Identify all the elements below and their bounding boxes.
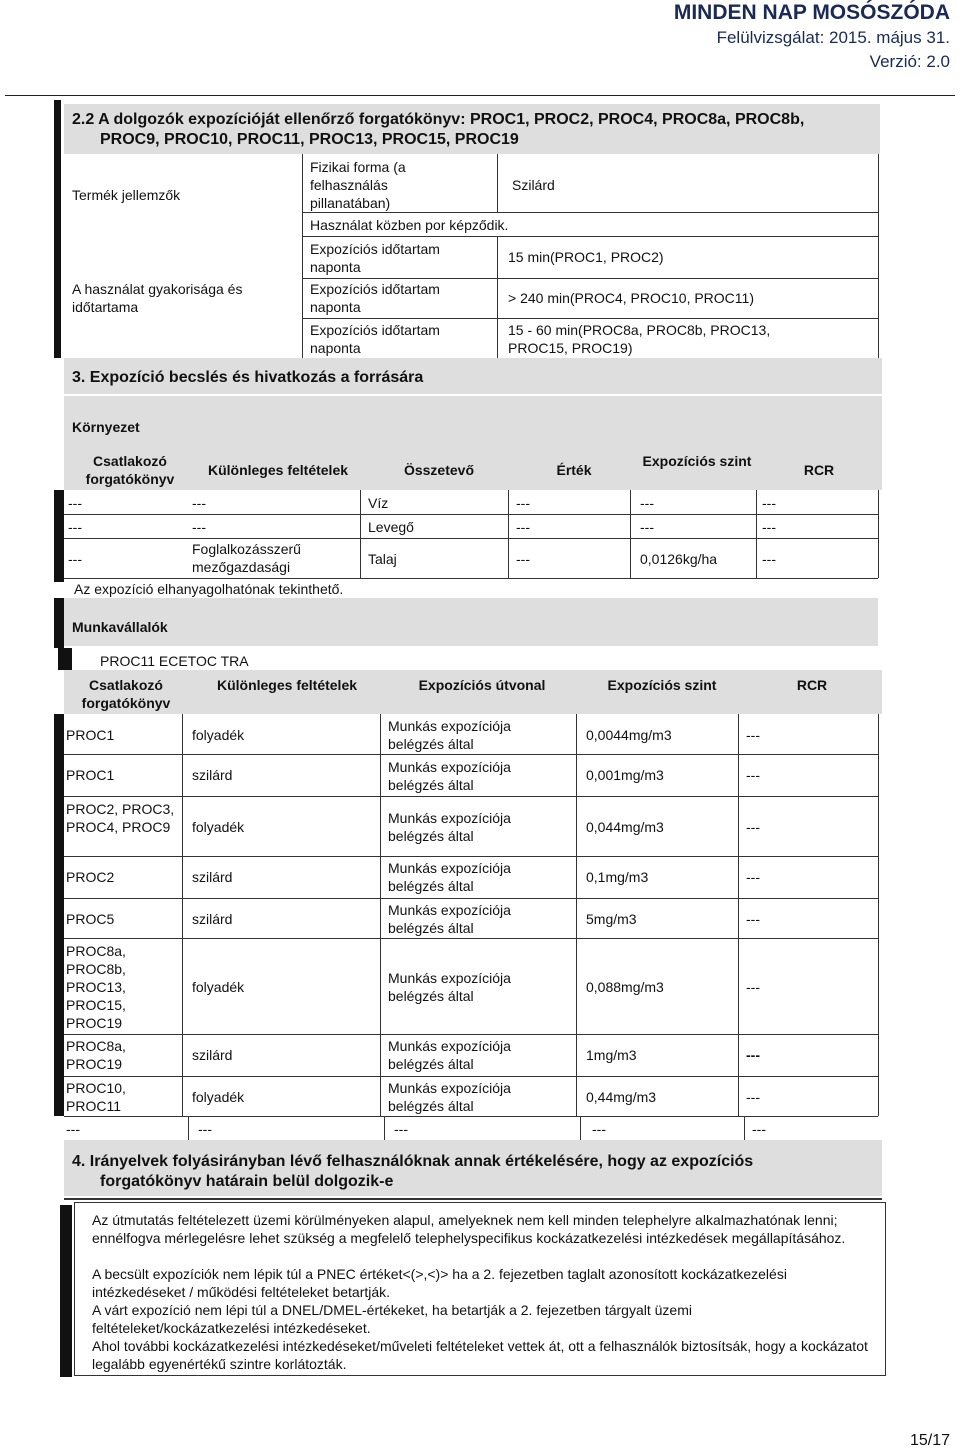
- env-cell: ---: [762, 519, 776, 535]
- wk-cell: PROC8a, PROC19: [66, 1038, 126, 1072]
- env-cell: ---: [68, 551, 82, 567]
- table-line: [64, 938, 878, 939]
- revision-date: Felülvizsgálat: 2015. május 31.: [716, 28, 950, 47]
- wk-cell: PROC2: [66, 869, 115, 885]
- wk-col-header: RCR: [796, 677, 828, 693]
- wk-cell: szilárd: [192, 767, 233, 783]
- env-col-header: Érték: [556, 462, 592, 478]
- env-col-header: Csatlakozó forgatókönyv: [85, 453, 175, 487]
- version: Verzió: 2.0: [869, 52, 950, 71]
- wk-cell: 0,088mg/m3: [586, 979, 664, 995]
- company-name: MINDEN NAP MOSÓSZÓDA: [673, 1, 950, 24]
- wk-cell: Munkás expozíciója belégzés által: [388, 1038, 511, 1072]
- wk-cell: Munkás expozíciója belégzés által: [388, 860, 511, 894]
- guidance-paragraph: Ahol további kockázatkezelési intézkedéseket/műveleti feltételeket vettek át, ott a felhasználók biztosítsák, hogy a kockázatot legalább egyenértékű szintre korlátozták.: [92, 1338, 868, 1372]
- table-line: [576, 714, 577, 1116]
- table-line: [64, 796, 878, 797]
- table-line: [64, 578, 878, 579]
- wk-col-header: Expozíciós útvonal: [418, 677, 546, 693]
- duration-value: 15 min(PROC1, PROC2): [508, 249, 664, 265]
- wk-cell: ---: [746, 727, 760, 743]
- table-line: [380, 714, 381, 1116]
- env-cell: 0,0126kg/ha: [640, 551, 718, 567]
- wk-cell: PROC8a, PROC8b, PROC13, PROC15, PROC19: [66, 943, 126, 1031]
- wk-cell: ---: [394, 1121, 408, 1137]
- wk-cell: folyadék: [192, 819, 245, 835]
- wk-cell: Munkás expozíciója belégzés által: [388, 810, 511, 844]
- wk-cell: 0,1mg/m3: [586, 869, 649, 885]
- env-cell: ---: [762, 551, 776, 567]
- wk-cell: 5mg/m3: [586, 911, 637, 927]
- wk-cell: folyadék: [192, 727, 245, 743]
- section-3-title: 3. Expozíció becslés és hivatkozás a forrására: [72, 369, 424, 386]
- wk-cell: Munkás expozíciója belégzés által: [388, 759, 511, 793]
- env-cell: ---: [762, 495, 776, 511]
- dust-note: Használat közben por képződik.: [310, 217, 509, 233]
- table-line: [756, 490, 757, 578]
- physical-form-label: Fizikai forma (a felhasználás pillanatában): [310, 159, 406, 211]
- wk-cell: ---: [66, 1121, 80, 1137]
- table-line: [302, 212, 878, 213]
- wk-cell: folyadék: [192, 1089, 245, 1105]
- wk-cell: ---: [746, 911, 760, 927]
- table-line: [64, 754, 878, 755]
- table-line: [878, 714, 879, 1116]
- workers-label: Munkavállalók: [72, 619, 168, 635]
- table-line: [64, 856, 878, 857]
- table-line: [188, 1116, 189, 1140]
- table-line: [302, 278, 878, 279]
- frequency-label: A használat gyakorisága és időtartama: [72, 281, 243, 315]
- wk-cell: PROC2, PROC3, PROC4, PROC9: [66, 801, 175, 835]
- table-line: [497, 236, 498, 358]
- wk-col-header: Csatlakozó forgatókönyv: [81, 677, 171, 711]
- wk-cell: ---: [746, 767, 760, 783]
- wk-cell: folyadék: [192, 979, 245, 995]
- env-cell: Levegő: [368, 519, 414, 535]
- table-line: [878, 154, 879, 358]
- duration-value: > 240 min(PROC4, PROC10, PROC11): [508, 290, 754, 306]
- env-cell: ---: [192, 519, 206, 535]
- wk-col-header: Különleges feltételek: [216, 677, 358, 693]
- environment-label: Környezet: [72, 419, 140, 435]
- scan-edge-bar: [54, 714, 64, 1116]
- env-cell: ---: [516, 519, 530, 535]
- section-22-title-line2: PROC9, PROC10, PROC11, PROC13, PROC15, PROC19: [100, 131, 519, 148]
- table-line: [64, 1034, 878, 1035]
- env-cell: Víz: [368, 495, 389, 511]
- env-cell: ---: [516, 551, 530, 567]
- wk-cell: PROC1: [66, 767, 115, 783]
- environment-note: Az expozíció elhanyagolhatónak tekinthető.: [74, 581, 344, 597]
- table-line: [302, 318, 878, 319]
- physical-form-value: Szilárd: [512, 177, 555, 193]
- scan-edge-bar: [54, 100, 61, 358]
- table-line: [360, 490, 361, 578]
- section-4-title-line1: 4. Irányelvek folyásirányban lévő felhasználóknak annak értékelésére, hogy az expozíciós: [72, 1153, 754, 1170]
- page-number: 15/17: [909, 1432, 950, 1449]
- table-line: [64, 898, 878, 899]
- env-cell: ---: [516, 495, 530, 511]
- table-line: [64, 1198, 882, 1200]
- wk-cell: ---: [746, 1089, 760, 1105]
- table-line: [497, 154, 498, 212]
- table-line: [738, 714, 739, 1116]
- env-cell: ---: [192, 495, 206, 511]
- env-cell: ---: [640, 519, 654, 535]
- section-4-title-line2: forgatókönyv határain belül dolgozik-e: [100, 1173, 394, 1190]
- scan-edge-bar: [54, 490, 64, 582]
- wk-cell: 0,001mg/m3: [586, 767, 664, 783]
- env-cell: ---: [640, 495, 654, 511]
- table-line: [630, 490, 631, 578]
- duration-label: Expozíciós időtartam naponta: [310, 281, 440, 315]
- scan-edge-bar: [58, 648, 72, 670]
- table-line: [64, 1116, 878, 1117]
- env-col-header: RCR: [803, 462, 835, 478]
- env-col-header: Különleges feltételek: [207, 462, 349, 478]
- env-col-header: Expozíciós szint: [642, 453, 752, 469]
- duration-label: Expozíciós időtartam naponta: [310, 241, 440, 275]
- wk-cell: ---: [746, 869, 760, 885]
- guidance-paragraph: Az útmutatás feltételezett üzemi körülményeken alapul, amelyeknek nem kell minden telephelyre alkalmazhatónak lenni; ennélfogva mérlegelésre lehet szükség a megfelelő telephelyspecifikus kockázatkezelési intézkedések megállapításához.: [92, 1212, 846, 1246]
- wk-cell: 0,044mg/m3: [586, 819, 664, 835]
- assessment-tool: PROC11 ECETOC TRA: [100, 653, 249, 669]
- wk-cell: 0,44mg/m3: [586, 1089, 657, 1105]
- env-cell: Foglalkozásszerű mezőgazdasági: [192, 541, 301, 575]
- wk-cell: ---: [752, 1121, 766, 1137]
- table-line: [64, 1076, 878, 1077]
- guidance-paragraph: A becsült expozíciók nem lépik túl a PNEC értéket<(>,<)> ha a 2. fejezetben taglalt azonosított kockázatkezelési intézkedéseket / működési feltételeket betartják.: [92, 1266, 787, 1300]
- wk-cell: ---: [592, 1121, 606, 1137]
- env-cell: Talaj: [368, 551, 397, 567]
- env-col-header: Összetevő: [403, 462, 475, 478]
- table-line: [508, 490, 509, 578]
- scan-edge-bar: [54, 598, 64, 648]
- scan-edge-bar: [60, 1205, 72, 1377]
- table-line: [384, 1116, 385, 1140]
- env-cell: ---: [68, 495, 82, 511]
- wk-cell: szilárd: [192, 911, 233, 927]
- wk-cell: PROC1: [66, 727, 115, 743]
- wk-cell: szilárd: [192, 1047, 233, 1063]
- workers-header-bg: [64, 598, 878, 646]
- table-line: [744, 1116, 745, 1140]
- guidance-paragraph: A várt expozíció nem lépi túl a DNEL/DMEL-értékeket, ha betartják a 2. fejezetben tárgyalt üzemi feltételeket/kockázatkezelési intézkedéseket.: [92, 1302, 692, 1336]
- wk-cell: 1mg/m3: [586, 1047, 637, 1063]
- wk-cell: szilárd: [192, 869, 233, 885]
- duration-label: Expozíciós időtartam naponta: [310, 322, 440, 356]
- wk-cell: ---: [198, 1121, 212, 1137]
- wk-cell: PROC5: [66, 911, 115, 927]
- wk-cell: Munkás expozíciója belégzés által: [388, 718, 511, 752]
- product-label: Termék jellemzők: [72, 187, 181, 203]
- table-line: [302, 154, 303, 358]
- table-line: [182, 714, 183, 1116]
- table-line: [302, 236, 878, 237]
- wk-cell: 0,0044mg/m3: [586, 727, 672, 743]
- wk-cell: Munkás expozíciója belégzés által: [388, 902, 511, 936]
- table-line: [580, 1116, 581, 1140]
- wk-cell: Munkás expozíciója belégzés által: [388, 970, 511, 1004]
- wk-cell: ---: [746, 979, 760, 995]
- duration-value: 15 - 60 min(PROC8a, PROC8b, PROC13, PROC15, PROC19): [508, 322, 771, 356]
- wk-cell: PROC10, PROC11: [66, 1080, 126, 1114]
- wk-col-header: Expozíciós szint: [607, 677, 717, 693]
- table-line: [878, 490, 879, 578]
- section-22-title-line1: 2.2 A dolgozók expozícióját ellenőrző forgatókönyv: PROC1, PROC2, PROC4, PROC8a, PROC8b,: [72, 111, 805, 128]
- env-cell: ---: [68, 519, 82, 535]
- wk-cell: ---: [746, 819, 760, 835]
- wk-cell: ---: [746, 1047, 760, 1063]
- wk-cell: Munkás expozíciója belégzés által: [388, 1080, 511, 1114]
